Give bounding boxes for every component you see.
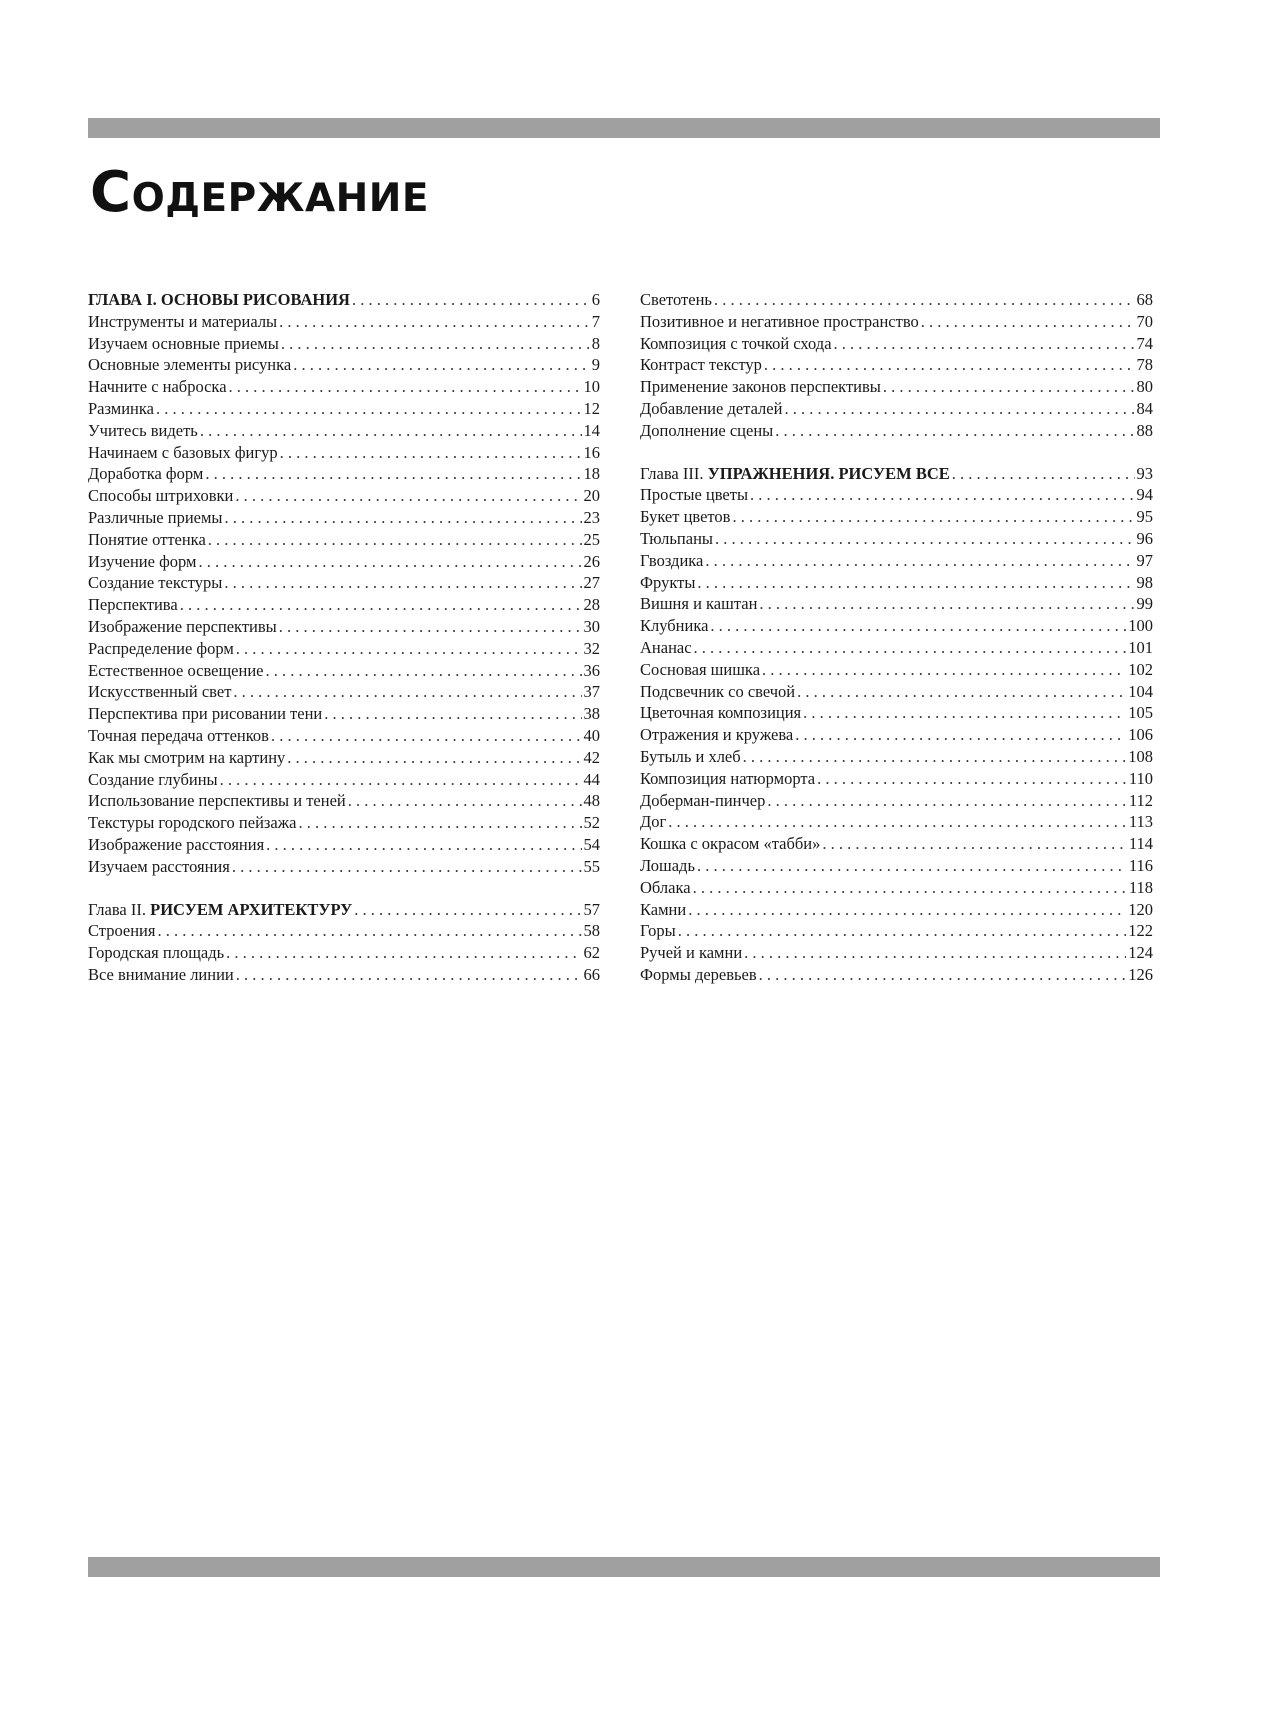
toc-entry[interactable] — [640, 921, 1153, 943]
dot-leader — [235, 486, 581, 506]
toc-entry-title: Горы — [640, 921, 676, 941]
page-number: 88 — [1136, 420, 1153, 440]
toc-entry[interactable] — [640, 791, 1153, 813]
toc-entry-title: Дог — [640, 812, 667, 832]
toc-entry[interactable] — [88, 377, 600, 399]
toc-entry[interactable] — [640, 594, 1153, 616]
page-number: 55 — [583, 856, 600, 876]
page-number: 18 — [583, 464, 600, 484]
dot-leader — [697, 573, 1134, 593]
toc-entry-title: Дополнение сцены — [640, 420, 774, 440]
toc-entry[interactable] — [640, 638, 1153, 660]
dot-leader — [883, 377, 1135, 397]
page-number: 38 — [583, 704, 600, 724]
toc-entry-title: Контраст текстур — [640, 355, 762, 375]
toc-entry-title: Букет цветов — [640, 507, 731, 527]
dot-leader — [279, 312, 590, 332]
toc-entry-title: Тюльпаны — [640, 528, 714, 548]
toc-entry[interactable] — [640, 355, 1153, 377]
dot-leader — [233, 682, 581, 702]
dot-leader — [236, 639, 582, 659]
page-number: 93 — [1136, 463, 1153, 483]
page-number: 116 — [1128, 855, 1153, 875]
toc-entry-title: Композиция с точкой схода — [640, 333, 832, 353]
dot-leader — [225, 508, 582, 528]
toc-entry-title: Понятие оттенка — [88, 529, 206, 549]
page-number: 99 — [1136, 594, 1153, 614]
toc-entry[interactable] — [88, 704, 600, 726]
toc-entry-title: Различные приемы — [88, 507, 223, 527]
top-divider-bar — [88, 118, 1160, 138]
toc-entry[interactable] — [640, 769, 1153, 791]
page-title: Содержание — [90, 160, 430, 225]
page-number: 26 — [583, 551, 600, 571]
page-number: 30 — [583, 616, 600, 636]
page-number: 94 — [1136, 485, 1153, 505]
dot-leader — [200, 421, 582, 441]
dot-leader — [764, 355, 1135, 375]
toc-entry-title: Светотень — [640, 290, 712, 309]
toc-entry[interactable] — [640, 856, 1153, 878]
page-number: 126 — [1128, 964, 1153, 984]
toc-entry-title: Изображение расстояния — [88, 834, 265, 854]
dot-leader — [817, 769, 1127, 789]
toc-entry-title: Изучаем расстояния — [88, 856, 230, 876]
page-number: 36 — [583, 660, 600, 680]
page-number: 10 — [583, 377, 600, 397]
dot-leader — [208, 530, 582, 550]
toc-entry[interactable] — [640, 703, 1153, 725]
dot-leader — [715, 529, 1134, 549]
chapter-prefix: Глава III. — [640, 463, 708, 483]
toc-entry-title: Все внимание линии — [88, 964, 234, 984]
toc-entry-title: Инструменты и материалы — [88, 311, 278, 331]
dot-leader — [205, 464, 581, 484]
toc-entry[interactable] — [88, 835, 600, 857]
page-number: 54 — [583, 834, 600, 854]
toc-entry[interactable] — [88, 573, 600, 595]
toc-entry[interactable] — [640, 507, 1153, 529]
toc-entry[interactable] — [88, 508, 600, 530]
chapter-title: УПРАЖНЕНИЯ. РИСУЕМ ВСЕ — [707, 463, 950, 483]
toc-entry-title: Формы деревьев — [640, 964, 757, 984]
toc-entry-title: Создание текстуры — [88, 573, 223, 593]
toc-entry-title: Клубника — [640, 616, 709, 636]
toc-entry-title: Отражения и кружева — [640, 725, 794, 745]
page-number: 104 — [1128, 681, 1153, 701]
toc-chapter-heading[interactable] — [640, 464, 1153, 486]
toc-entry[interactable] — [640, 551, 1153, 573]
toc-entry[interactable] — [640, 660, 1153, 682]
toc-entry[interactable] — [640, 900, 1153, 922]
page-number: 58 — [583, 921, 600, 941]
toc-entry[interactable] — [88, 661, 600, 683]
dot-leader — [775, 421, 1134, 441]
dot-leader — [714, 290, 1135, 310]
toc-entry[interactable] — [640, 725, 1153, 747]
toc-entry[interactable] — [88, 552, 600, 574]
dot-leader — [797, 682, 1126, 702]
page-number: 28 — [583, 595, 600, 615]
toc-entry-title — [88, 900, 352, 920]
toc-entry-title: Разминка — [88, 398, 154, 418]
page-number: 74 — [1136, 333, 1153, 353]
dot-leader — [668, 812, 1127, 832]
toc-entry[interactable] — [88, 639, 600, 661]
dot-leader — [224, 573, 581, 593]
page-number: 7 — [591, 311, 600, 331]
toc-entry-title: Использование перспективы и теней — [88, 791, 346, 811]
page-number: 16 — [583, 442, 600, 462]
page-number: 100 — [1128, 616, 1153, 636]
toc-entry-title: Облака — [640, 877, 691, 897]
toc-entry[interactable] — [88, 943, 600, 965]
page-number: 97 — [1136, 550, 1153, 570]
toc-entry[interactable] — [640, 812, 1153, 834]
dot-leader — [352, 290, 590, 310]
toc-entry-title: Лошадь — [640, 855, 695, 875]
dot-leader — [750, 485, 1134, 505]
toc-entry[interactable] — [640, 334, 1153, 356]
chapter-title: ГЛАВА I. ОСНОВЫ РИСОВАНИЯ — [88, 290, 350, 309]
dot-leader — [678, 921, 1127, 941]
bottom-divider-bar — [88, 1557, 1160, 1577]
page-number: 80 — [1136, 377, 1153, 397]
dot-leader — [834, 334, 1135, 354]
page-number: 52 — [583, 813, 600, 833]
toc-entry-title: Способы штриховки — [88, 486, 234, 506]
dot-leader — [157, 921, 581, 941]
page-number: 14 — [583, 420, 600, 440]
toc-entry[interactable] — [88, 748, 600, 770]
toc-entry[interactable] — [640, 529, 1153, 551]
toc-entry-title: Распределение форм — [88, 638, 234, 658]
toc-entry[interactable] — [88, 770, 600, 792]
toc-entry-title: Перспектива при рисовании тени — [88, 704, 323, 724]
page-number: 42 — [583, 747, 600, 767]
toc-section-gap — [88, 879, 600, 900]
toc-entry-title: Изображение перспективы — [88, 616, 277, 636]
dot-leader — [156, 399, 582, 419]
toc-entry[interactable] — [88, 965, 600, 987]
toc-entry[interactable] — [88, 312, 600, 334]
toc-entry-title: Цветочная композиция — [640, 703, 802, 723]
page-number: 40 — [583, 725, 600, 745]
toc-entry-title: Ручей и камни — [640, 943, 743, 963]
dot-leader — [952, 464, 1135, 484]
toc-entry-title: Перспектива — [88, 595, 178, 615]
page-number: 122 — [1128, 921, 1153, 941]
page-number: 98 — [1136, 572, 1153, 592]
dot-leader — [265, 661, 581, 681]
toc-chapter-heading[interactable] — [88, 900, 600, 922]
toc-entry-title: Применение законов перспективы — [640, 377, 881, 397]
dot-leader — [266, 835, 581, 855]
toc-entry[interactable] — [640, 377, 1153, 399]
toc-entry-title: Добавление деталей — [640, 398, 783, 418]
dot-leader — [744, 943, 1126, 963]
page-number: 9 — [591, 355, 600, 375]
toc-entry-title — [88, 290, 350, 310]
toc-entry[interactable] — [88, 791, 600, 813]
toc-entry[interactable] — [88, 464, 600, 486]
page-number: 70 — [1136, 311, 1153, 331]
toc-entry[interactable] — [640, 878, 1153, 900]
dot-leader — [759, 594, 1134, 614]
dot-leader — [762, 660, 1126, 680]
dot-leader — [279, 617, 582, 637]
toc-entry-title: Основные элементы рисунка — [88, 355, 292, 375]
page-number: 108 — [1128, 746, 1153, 766]
page-number: 113 — [1128, 812, 1153, 832]
toc-entry-title: Строения — [88, 921, 156, 941]
toc-entry-title: Фрукты — [640, 572, 696, 592]
dot-leader — [688, 900, 1126, 920]
page-number: 32 — [583, 638, 600, 658]
toc-entry[interactable] — [88, 813, 600, 835]
toc-entry[interactable] — [640, 747, 1153, 769]
page-number: 66 — [583, 964, 600, 984]
page-number: 118 — [1128, 877, 1153, 897]
toc-entry[interactable] — [88, 486, 600, 508]
dot-leader — [784, 399, 1134, 419]
chapter-title: РИСУЕМ АРХИТЕКТУРУ — [150, 899, 353, 919]
page-number: 25 — [583, 529, 600, 549]
toc-entry-title: Естественное освещение — [88, 660, 264, 680]
page-number: 12 — [583, 398, 600, 418]
toc-entry-title: Начинаем с базовых фигур — [88, 442, 278, 462]
dot-leader — [705, 551, 1134, 571]
dot-leader — [232, 857, 582, 877]
dot-leader — [710, 616, 1126, 636]
toc-entry-title: Изучение форм — [88, 551, 197, 571]
dot-leader — [694, 638, 1127, 658]
dot-leader — [271, 726, 582, 746]
toc-entry-title: Доработка форм — [88, 464, 204, 484]
toc-entry[interactable] — [640, 965, 1153, 987]
page-number: 101 — [1128, 637, 1153, 657]
toc-entry-title: Подсвечник со свечой — [640, 681, 796, 701]
toc-entry[interactable] — [640, 399, 1153, 421]
toc-entry[interactable] — [640, 616, 1153, 638]
toc-entry[interactable] — [640, 312, 1153, 334]
page-number: 44 — [583, 769, 600, 789]
toc-entry-title: Как мы смотрим на картину — [88, 747, 286, 767]
toc-entry-title: Бутыль и хлеб — [640, 746, 741, 766]
dot-leader — [921, 312, 1135, 332]
toc-right-column — [640, 290, 1153, 987]
page-number: 48 — [583, 791, 600, 811]
dot-leader — [226, 943, 581, 963]
toc-entry[interactable] — [640, 485, 1153, 507]
dot-leader — [298, 813, 581, 833]
toc-entry-title: Точная передача оттенков — [88, 725, 269, 745]
dot-leader — [732, 507, 1134, 527]
toc-entry-title — [640, 464, 950, 484]
toc-entry-title: Создание глубины — [88, 769, 218, 789]
page-number: 106 — [1128, 725, 1153, 745]
dot-leader — [354, 900, 581, 920]
dot-leader — [759, 965, 1127, 985]
page-number: 110 — [1128, 768, 1153, 788]
toc-entry-title: Городская площадь — [88, 943, 225, 963]
page-number: 8 — [591, 333, 600, 353]
dot-leader — [229, 377, 582, 397]
page-number: 96 — [1136, 528, 1153, 548]
page-number: 23 — [583, 507, 600, 527]
dot-leader — [293, 355, 590, 375]
toc-section-gap — [640, 443, 1153, 464]
toc-entry-title: Позитивное и негативное пространство — [640, 311, 919, 331]
page-number: 57 — [583, 899, 600, 919]
toc-entry-title: Композиция натюрморта — [640, 768, 816, 788]
toc-entry-title: Сосновая шишка — [640, 659, 761, 679]
toc-entry-title: Текстуры городского пейзажа — [88, 813, 297, 833]
dot-leader — [693, 878, 1127, 898]
dot-leader — [324, 704, 581, 724]
page-number: 68 — [1136, 290, 1153, 309]
toc-entry[interactable] — [88, 530, 600, 552]
toc-entry-title: Простые цветы — [640, 485, 749, 505]
toc-left-column — [88, 290, 600, 987]
dot-leader — [803, 703, 1126, 723]
toc-entry[interactable] — [640, 421, 1153, 443]
page-number: 95 — [1136, 507, 1153, 527]
page-number: 124 — [1128, 943, 1153, 963]
dot-leader — [281, 334, 590, 354]
page-number: 78 — [1136, 355, 1153, 375]
dot-leader — [743, 747, 1127, 767]
page-number: 27 — [583, 573, 600, 593]
toc-entry[interactable] — [88, 726, 600, 748]
toc-entry[interactable] — [640, 682, 1153, 704]
dot-leader — [767, 791, 1127, 811]
dot-leader — [180, 595, 582, 615]
toc-entry[interactable] — [640, 834, 1153, 856]
toc-entry[interactable] — [88, 355, 600, 377]
page-number: 112 — [1128, 790, 1153, 810]
dot-leader — [348, 791, 582, 811]
toc-entry-title: Вишня и каштан — [640, 594, 758, 614]
dot-leader — [795, 725, 1126, 745]
toc-chapter-heading[interactable] — [88, 290, 600, 312]
chapter-prefix: Глава II. — [88, 899, 151, 919]
page-number: 102 — [1128, 659, 1153, 679]
toc-entry[interactable] — [640, 290, 1153, 312]
dot-leader — [220, 770, 582, 790]
toc-entry[interactable] — [640, 943, 1153, 965]
dot-leader — [697, 856, 1127, 876]
toc-entry-title: Изучаем основные приемы — [88, 333, 279, 353]
page-number: 6 — [591, 290, 600, 309]
page-number: 120 — [1128, 899, 1153, 919]
page-number: 20 — [583, 486, 600, 506]
toc-entry-title: Гвоздика — [640, 550, 704, 570]
page-number: 62 — [583, 943, 600, 963]
toc-entry-title: Искусственный свет — [88, 682, 232, 702]
toc-entry[interactable] — [640, 573, 1153, 595]
toc-entry-title: Учитесь видеть — [88, 420, 198, 440]
toc-entry[interactable] — [88, 682, 600, 704]
toc-entry[interactable] — [88, 857, 600, 879]
page-number: 84 — [1136, 398, 1153, 418]
toc-entry-title: Доберман-пинчер — [640, 790, 766, 810]
toc-entry[interactable] — [88, 595, 600, 617]
toc-entry[interactable] — [88, 617, 600, 639]
page-number: 105 — [1128, 703, 1153, 723]
page-number: 37 — [583, 682, 600, 702]
toc-entry[interactable] — [88, 921, 600, 943]
dot-leader — [287, 748, 581, 768]
dot-leader — [822, 834, 1127, 854]
dot-leader — [198, 552, 581, 572]
toc-entry[interactable] — [88, 443, 600, 465]
toc-entry[interactable] — [88, 399, 600, 421]
toc-entry-title: Камни — [640, 899, 687, 919]
dot-leader — [236, 965, 582, 985]
toc-entry[interactable] — [88, 421, 600, 443]
dot-leader — [280, 443, 582, 463]
toc-entry-title: Начните с наброска — [88, 377, 227, 397]
toc-entry-title: Кошка с окрасом «табби» — [640, 834, 821, 854]
page-number: 114 — [1128, 834, 1153, 854]
toc-entry-title: Ананас — [640, 637, 692, 657]
toc-entry[interactable] — [88, 334, 600, 356]
